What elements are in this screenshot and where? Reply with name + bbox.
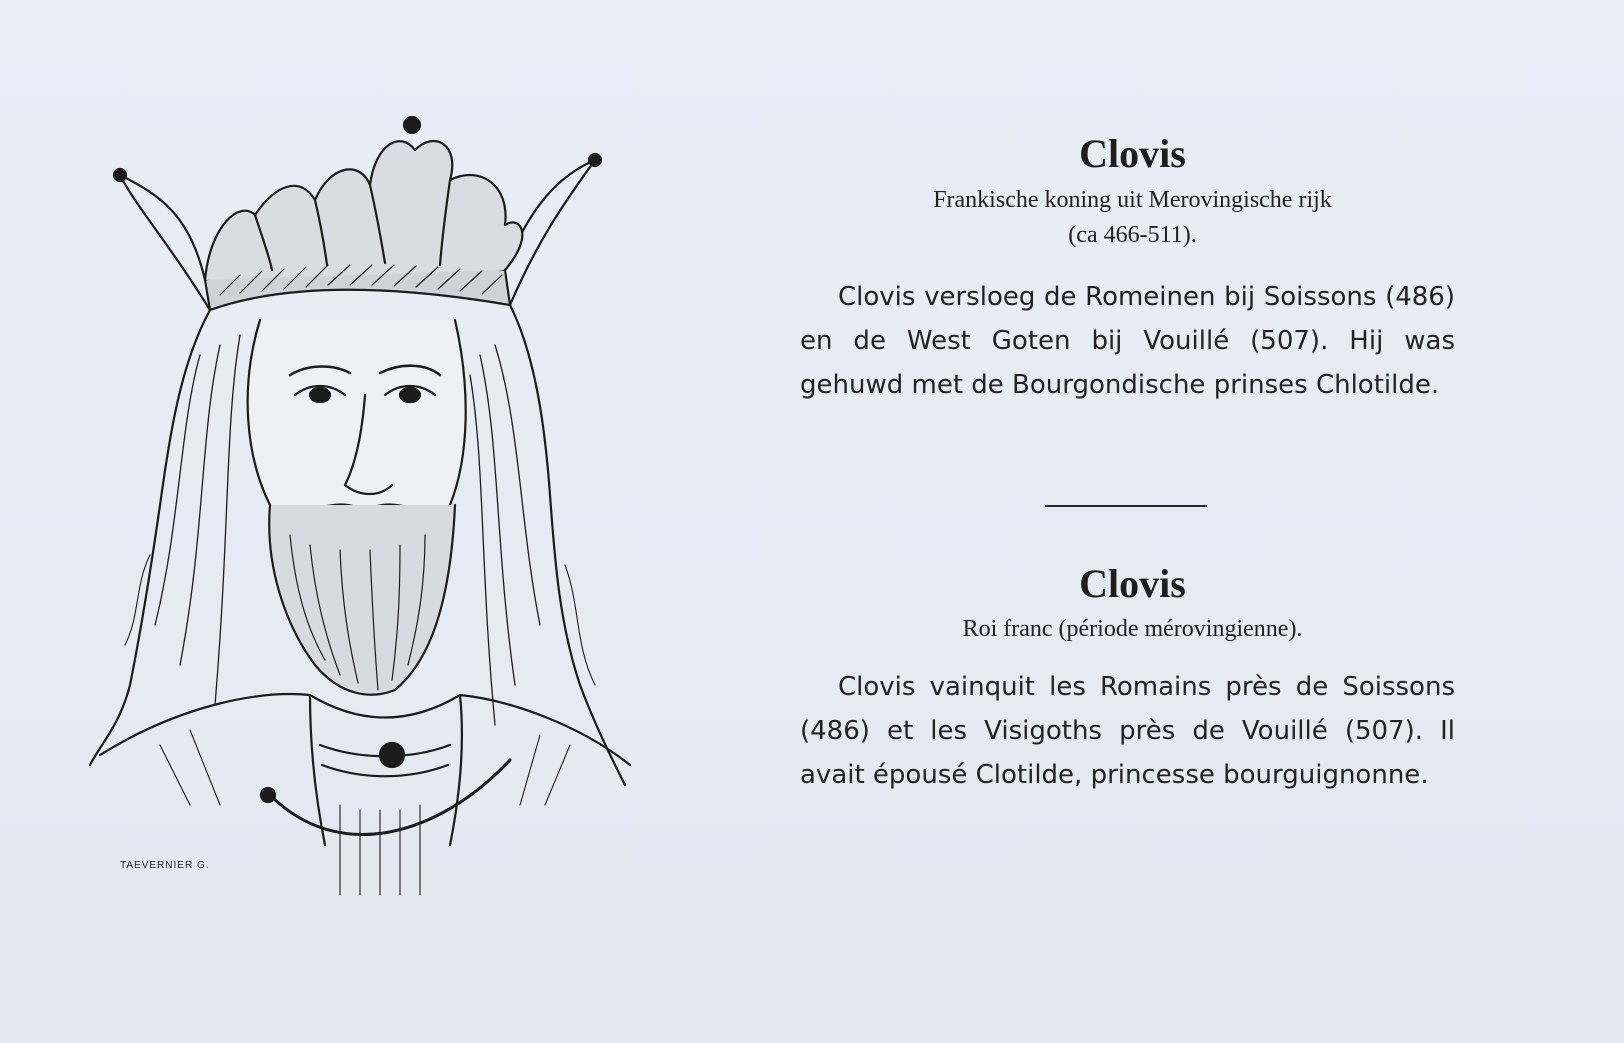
dutch-subtitle-line1: Frankische koning uit Merovingische rijk [933, 187, 1332, 213]
french-subtitle: Roi franc (période mérovingienne). [962, 616, 1303, 642]
french-body-text: Clovis vainquit les Romains près de Soissons (486) et les Visigoths près de Vouillé (507). Il avait épousé Clotilde, princesse bourguignonne. [800, 672, 1455, 790]
dutch-subtitle-line2: (ca 466-511). [1068, 222, 1197, 248]
dutch-body-text: Clovis versloeg de Romeinen bij Soissons (486) en de West Goten bij Vouillé (507). Hij was gehuwd met de Bourgondische prinses Chlotilde. [800, 282, 1455, 400]
artist-signature: TAEVERNIER G. [120, 860, 210, 871]
king-portrait-illustration [40, 105, 640, 905]
french-title: Clovis [1079, 561, 1186, 606]
dutch-title: Clovis [1079, 131, 1186, 176]
section-divider [1045, 505, 1207, 507]
